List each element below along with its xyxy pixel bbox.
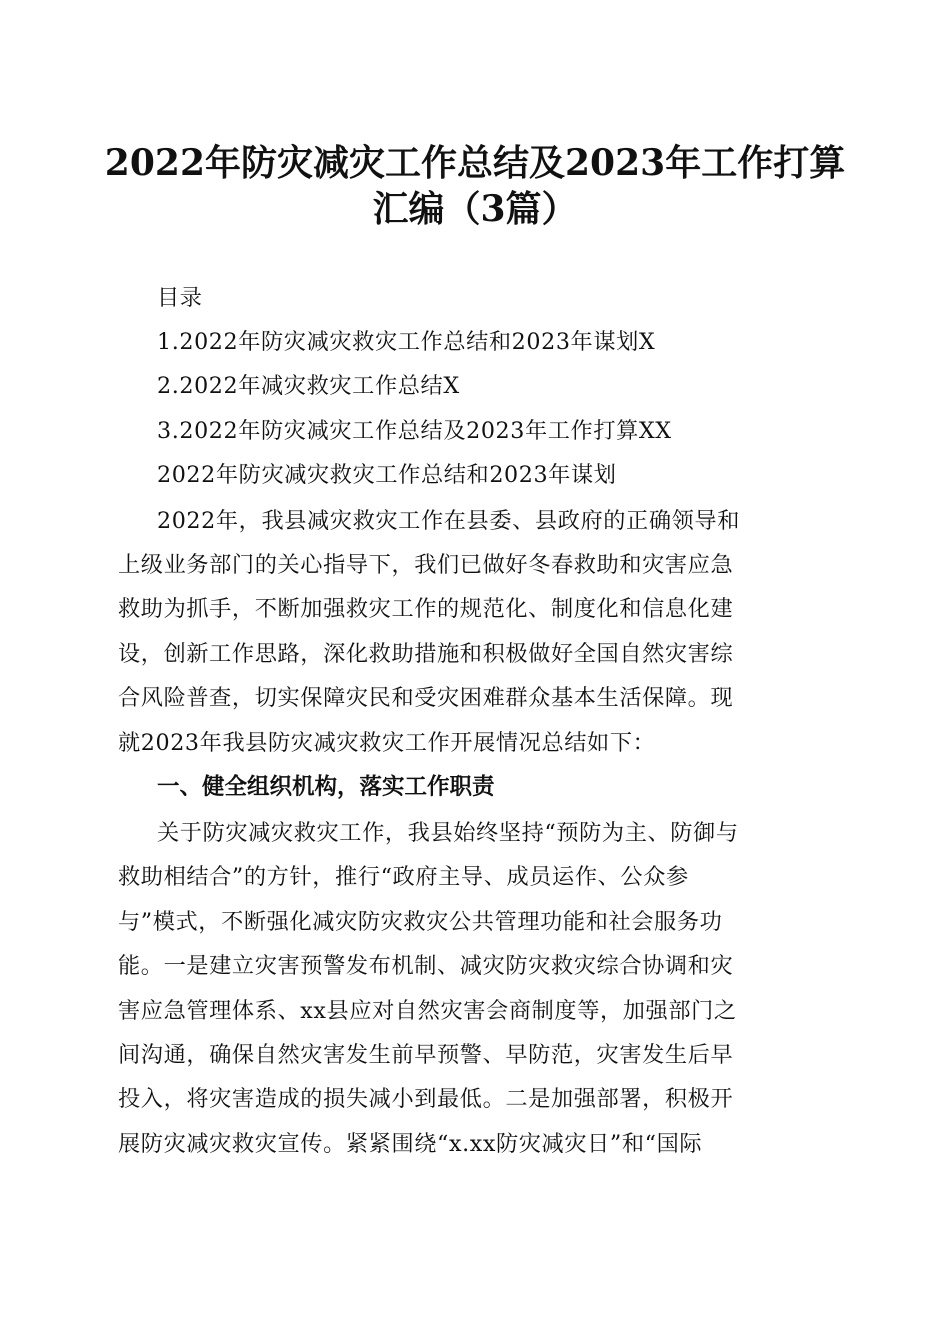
paragraph-2-line: 与”模式，不断强化减灾防灾救灾公共管理功能和社会服务功 [118, 909, 723, 935]
toc-item-2: 2.2022年减灾救灾工作总结X [157, 373, 460, 399]
toc-heading: 目录 [157, 285, 203, 311]
paragraph-1-line: 设，创新工作思路，深化救助措施和积极做好全国自然灾害综 [118, 641, 734, 667]
paragraph-1-line: 上级业务部门的关心指导下，我们已做好冬春救助和灾害应急 [118, 552, 734, 578]
paragraph-2-line: 能。一是建立灾害预警发布机制、减灾防灾救灾综合协调和灾 [118, 953, 734, 979]
paragraph-1-line: 就2023年我县防灾减灾救灾工作开展情况总结如下： [118, 730, 656, 756]
toc-item-1: 1.2022年防灾减灾救灾工作总结和2023年谋划X [157, 329, 656, 355]
document-title-line-1: 2022年防灾减灾工作总结及2023年工作打算 [104, 142, 846, 184]
paragraph-2-line: 害应急管理体系、xx县应对自然灾害会商制度等，加强部门之 [118, 998, 737, 1024]
paragraph-2-line: 间沟通，确保自然灾害发生前早预警、早防范，灾害发生后早 [118, 1042, 734, 1068]
toc-item-3: 3.2022年防灾减灾工作总结及2023年工作打算XX [157, 418, 672, 444]
paragraph-1-line: 救助为抓手，不断加强救灾工作的规范化、制度化和信息化建 [118, 596, 734, 622]
document-title-line-2: 汇编（3篇） [372, 188, 578, 230]
paragraph-2-line: 投入，将灾害造成的损失减小到最低。二是加强部署，积极开 [118, 1086, 734, 1112]
paragraph-1-line: 合风险普查，切实保障灾民和受灾困难群众基本生活保障。现 [118, 685, 734, 711]
paragraph-1-line: 2022年，我县减灾救灾工作在县委、县政府的正确领导和 [157, 508, 740, 534]
article-title: 2022年防灾减灾救灾工作总结和2023年谋划 [157, 462, 617, 488]
section-1-heading: 一、健全组织机构，落实工作职责 [157, 774, 495, 800]
paragraph-2-line: 展防灾减灾救灾宣传。紧紧围绕“x.xx防灾减灾日”和“国际 [118, 1131, 703, 1157]
paragraph-2-line: 关于防灾减灾救灾工作，我县始终坚持“预防为主、防御与 [157, 820, 739, 846]
paragraph-2-line: 救助相结合”的方针，推行“政府主导、成员运作、公众参 [118, 864, 689, 890]
